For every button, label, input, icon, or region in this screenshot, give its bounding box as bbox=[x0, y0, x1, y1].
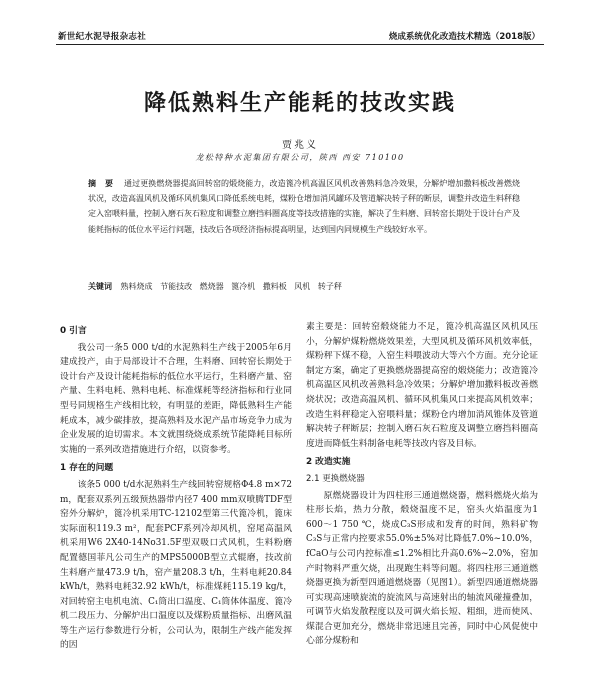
introduction-paragraph: 我公司一条5 000 t/d的水泥熟料生产线于2005年6月建成投产，由于局部设计不合理，生料磨、回转窑长期处于设计台产及设计能耗指标的低位水平运行，生料磨产量、窑产量、生料电耗、熟料电耗、标准煤耗等经济指标和行业同型号同规格生产线相比较，有明显的差距，降低熟料生产能耗成本，减少碳排放，提高熟料及水泥产品市场竞争力成为企业发展的迫切需求。本文就围绕烧成系统节能降耗目标所实施的一系列改造措施进行介绍，以资参考。 bbox=[60, 342, 292, 455]
keyword: 熟料烧成 bbox=[120, 282, 153, 291]
abstract-text: 通过更换燃烧器提高回转窑的煅烧能力，改造篦冷机高温区风机改善熟料急冷效果，分解炉增加撒料板改善燃烧状况，改造高温风机及循环风机集风口降低系统电耗，煤粉仓增加消风罐环及管道解决转子秤的断层，调整并改造生料秤稳定入窑喂料量，控制入磨石灰石粒度和调整立磨挡料圈高度等技改措施的实施，解决了生料磨、回转窑长期处于设计台产及能耗指标的低位水平运行问题，技改后各项经济指标提高明显，达到国内同规模生产线较好水平。 bbox=[88, 179, 520, 234]
subsection-heading-burner: 2.1 更换燃烧器 bbox=[306, 473, 365, 484]
section-heading-problems: 1 存在的问题 bbox=[60, 463, 114, 474]
paper-title: 降低熟料生产能耗的技改实践 bbox=[143, 90, 456, 116]
keywords-label: 关键词 bbox=[88, 281, 112, 291]
problems-paragraph: 该条5 000 t/d水泥熟料生产线回转窑规格Φ4.8 m×72 m，配套双系列五级预热器带内径7 400 mm双喷腾TDF型窑外分解炉，篦冷机采用TC-12102型第三代篦冷机，篦床实际面积119.3 m²，配套PCF系列冷却风机，窑尾高温风机采用W6 2X40-14No31.5F型双吸口式风机，生料粉磨配置德国菲凡公司生产的MPS5000B型立式辊磨，技改前生料磨产量473.9 t/h，窑产量208.3 t/h，生料电耗20.84 kWh/t，熟料电耗32.92 kWh/t，标准煤耗115.19 kg/t，对回转窑主电机电流、C₁筒出口温度、C₁筒体体温度、篦冷机二段压力、分解炉出口温度以及煤粉质量指标、出磨风温等生产运行参数进行分析，公司认为，限制生产线产能发挥的因 bbox=[60, 479, 292, 651]
abstract-label: 摘 要 bbox=[88, 178, 117, 188]
author: 贾兆义 bbox=[282, 140, 318, 151]
section-heading-introduction: 0 引言 bbox=[60, 326, 87, 336]
keyword: 篦冷机 bbox=[231, 282, 256, 291]
keyword: 转子秤 bbox=[317, 282, 342, 291]
burner-paragraph: 原燃烧器设计为四柱形三通道燃烧器，燃料燃烧火焰为柱形长焰，热力分散，煅烧温度不足，窑头火焰温度为1 600～1 750 ℃，烧成C₃S形成和发育的时间，熟料矿物C₃S与正常内控要求55.0%±5%对比降低7.0%~10.0%，fCaO与公司内控标准≤1.2%相比升高0.6%~2.0%，窑加产时物料严重欠烧，出现跑生料等问题。将四柱形三通道燃烧器更换为新型四通道燃烧器（见图1）。新型四通道燃烧器可实现高速喷旋流的旋流风与高速射出的轴流风碰撞叠加，可调节火焰发散程度以及可调火焰长短、粗细，进而使风、煤混合更加充分，燃烧非常迅速且完善，同时中心风促使中心部分煤粉和 bbox=[306, 490, 538, 647]
collection-title: 烧成系统优化改造技术精选（2018版） bbox=[388, 32, 540, 42]
affiliation: 龙松特种水泥集团有限公司，陕西 西安 710100 bbox=[195, 153, 405, 162]
keyword: 节能技改 bbox=[160, 282, 193, 291]
keyword: 风机 bbox=[294, 282, 311, 291]
body-column-left bbox=[60, 320, 292, 653]
body-column-right bbox=[306, 320, 538, 649]
problems-paragraph-continued: 素主要是：回转窑煅烧能力不足，篦冷机高温区风机风压小，分解炉煤粉燃烧效果差，大型风机及循环风机效率低，煤粉秤下煤不稳，入窑生料喂波动大等六个方面。充分论证制定方案，确定了更换燃烧器提高窑的煅烧能力；改造篦冷机高温区风机改善熟料急冷效果；分解炉增加撒料板改善燃烧状况；改造高温风机、循环风机集风口来提高风机效率；改造生料秤稳定入窑喂料量；煤粉仓内增加消风锥体及管道解决转子秤断层；控制入磨石灰石粒度及调整立磨挡料圈高度进而降低生料制备电耗等技改内容及目标。 bbox=[306, 322, 538, 449]
running-header bbox=[0, 0, 600, 46]
keywords bbox=[88, 279, 520, 294]
section-heading-implementation: 2 改造实施 bbox=[306, 457, 351, 468]
header-divider bbox=[56, 44, 544, 45]
journal-name: 新世纪水泥导报杂志社 bbox=[58, 32, 147, 42]
keyword: 撒料板 bbox=[262, 282, 287, 291]
keyword: 燃烧器 bbox=[199, 282, 224, 291]
abstract bbox=[88, 176, 520, 237]
